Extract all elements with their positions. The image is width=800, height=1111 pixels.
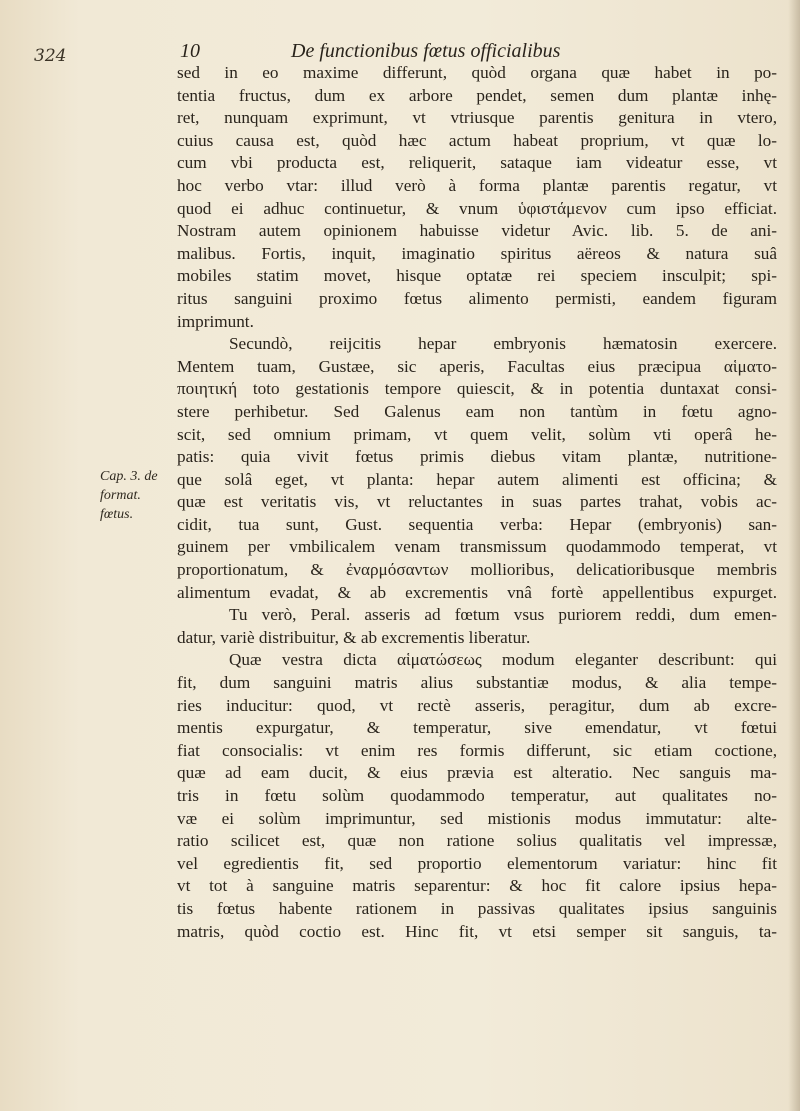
margin-note-line: Cap. 3. de	[100, 469, 158, 484]
text-line: quod ei adhuc continuetur, & vnum ὑφιστάμενον cum ipso efficiat.	[177, 198, 777, 218]
text-line: proportionatum, & ἐναρμόσαντων mollioribus, delicatioribusque membris	[177, 560, 777, 580]
text-line: quæ est veritatis vis, vt reluctantes in suas partes trahat, vobis ac-	[177, 492, 777, 512]
text-line: ποιητική toto gestationis tempore quiescit, & in potentia duntaxat consi-	[177, 379, 777, 399]
text-line: guinem per vmbilicalem venam transmissum quodammodo temperat, vt	[177, 537, 777, 557]
text-line: ritus sanguini proximo fœtus alimento permisti, eandem figuram	[177, 288, 777, 308]
text-line: fit, dum sanguini matris alius substantiæ modus, & alia tempe-	[177, 673, 777, 693]
body-text	[177, 62, 777, 943]
text-line: tris in fœtu solùm quodammodo temperatur, aut qualitates no-	[177, 786, 777, 805]
text-line: cuius causa est, quòd hæc actum habeat proprium, vt quæ lo-	[177, 130, 777, 150]
text-line: væ ei solùm imprimuntur, sed mistionis modus immutatur: alte-	[177, 808, 777, 828]
text-line: patis: quia vivit fœtus primis diebus vitam plantæ, nutritione-	[177, 447, 777, 467]
margin-note	[100, 467, 172, 524]
text-line: Tu verò, Peral. asseris ad fœtum vsus puriorem reddi, dum emen-	[229, 605, 777, 625]
running-head	[180, 40, 780, 63]
text-line: alimentum evadat, & ab excrementis vnâ fortè appellentibus expurget.	[177, 582, 777, 602]
text-line: vt tot à sanguine matris separentur: & hoc fit calore ipsius hepa-	[177, 876, 777, 896]
margin-note-line: fœtus.	[100, 507, 134, 522]
page-number: 10	[180, 40, 200, 62]
text-line: vel egredientis fit, sed proportio elementorum variatur: hinc fit	[177, 853, 777, 873]
text-line: que solâ eget, vt planta: hepar autem alimenti est officina; &	[177, 469, 777, 489]
margin-note-line: format.	[100, 488, 141, 503]
text-line: mentis expurgatur, & temperatur, sive emendatur, vt fœtui	[177, 718, 777, 738]
text-line: imprimunt.	[177, 311, 254, 331]
text-line: Nostram autem opinionem habuisse videtur Avic. lib. 5. de ani-	[177, 221, 777, 241]
text-line: scit, sed omnium primam, vt quem velit, solùm vti operâ he-	[177, 424, 777, 444]
running-title: De functionibus fœtus officialibus	[291, 40, 561, 62]
text-line: stere perhibetur. Sed Galenus eam non tantùm in fœtu agno-	[177, 401, 777, 421]
text-line: tentia fructus, dum ex arbore pendet, semen dum plantæ inhę-	[177, 85, 777, 105]
text-line: ret, nunquam exprimunt, vt vtriusque parentis genitura in vtero,	[177, 108, 777, 128]
text-line: malibus. Fortis, inquit, imaginatio spiritus aëreos & natura suâ	[177, 243, 777, 263]
text-line: sed in eo maxime differunt, quòd organa quæ habet in po-	[177, 63, 777, 82]
text-line: Secundò, reijcitis hepar embryonis hæmatosin exercere.	[229, 334, 777, 354]
text-line: datur, variè distribuitur, & ab excrementis liberatur.	[177, 627, 531, 647]
text-line: quæ ad eam ducit, & eius prævia est alteratio. Nec sanguis ma-	[177, 763, 777, 783]
text-line: tis fœtus habente rationem in passivas qualitates ipsius sanguinis	[177, 898, 777, 918]
text-line: ratio scilicet est, quæ non ratione solius qualitatis vel impressæ,	[177, 831, 777, 851]
text-line: ries inducitur: quod, vt rectè asseris, peragitur, dum ab excre-	[177, 695, 777, 715]
text-line: fiat consocialis: vt enim res formis differunt, sic etiam coctione,	[177, 740, 777, 760]
text-line: Mentem tuam, Gustæe, sic aperis, Facultas eius præcipua αἱματο-	[177, 356, 777, 376]
text-line: mobiles statim movet, hisque optatæ rei speciem insculpit; spi-	[177, 266, 777, 286]
text-line: cidit, tua sunt, Gust. sequentia verba: Hepar (embryonis) san-	[177, 514, 777, 534]
text-line: matris, quòd coctio est. Hinc fit, vt etsi semper sit sanguis, ta-	[177, 921, 777, 941]
text-line: cum vbi producta est, reliquerit, sataque iam videatur esse, vt	[177, 153, 777, 173]
text-line: Quæ vestra dicta αἱματώσεως modum eleganter describunt: qui	[229, 650, 777, 670]
handwritten-page-number: 324	[34, 46, 67, 66]
page-edge-shadow	[788, 0, 800, 1111]
text-line: hoc verbo vtar: illud verò à forma plantæ parentis regatur, vt	[177, 175, 777, 195]
